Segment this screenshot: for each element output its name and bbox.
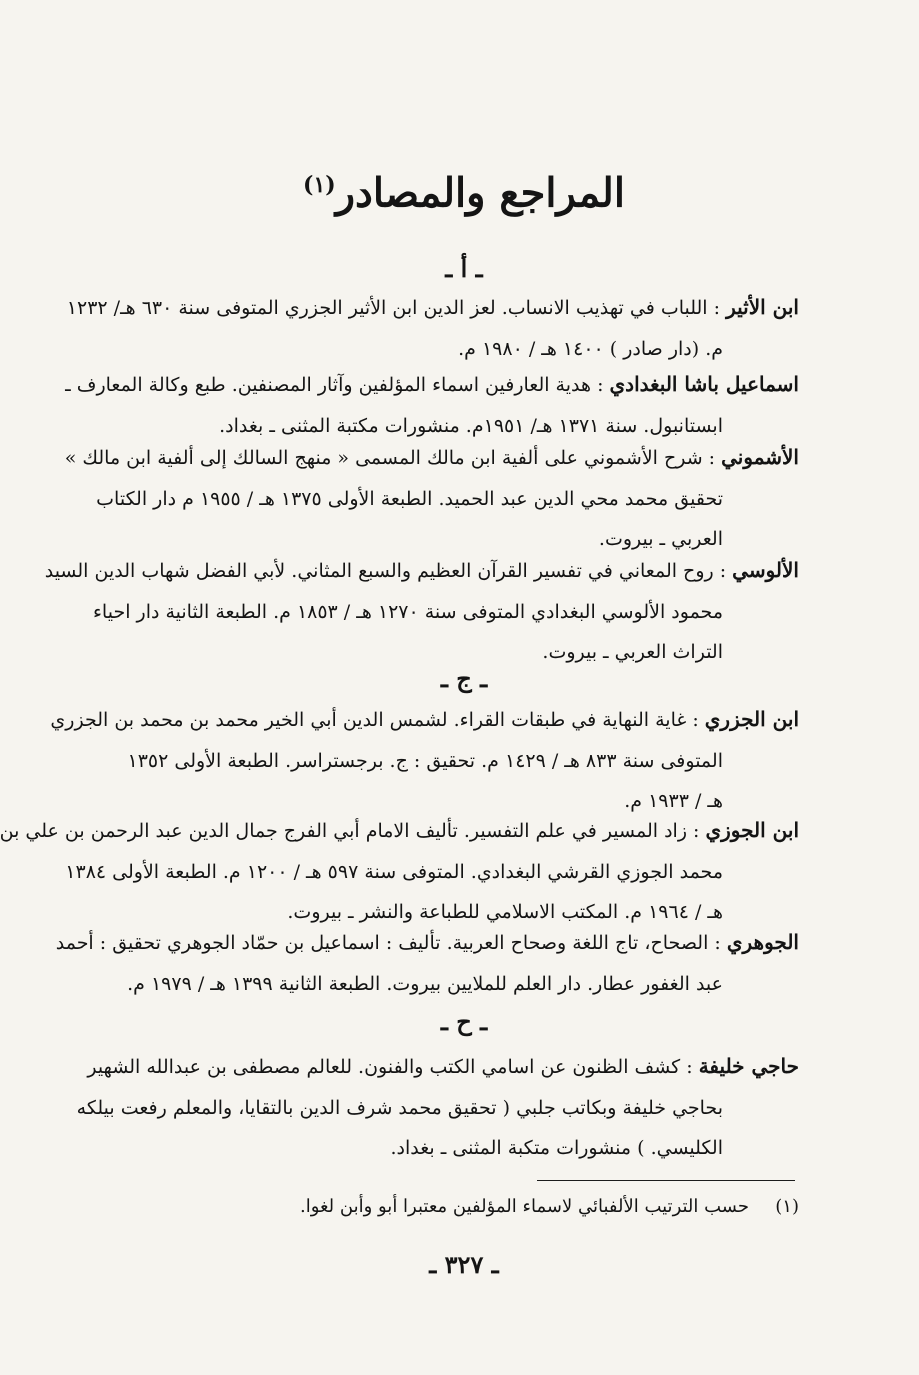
entry-text: العربي ـ بيروت. bbox=[598, 528, 723, 550]
entry-text: عبد الغفور عطار. دار العلم للملايين بيروت. الطبعة الثانية ١٣٩٩ هـ / ١٩٧٩ م. bbox=[127, 972, 723, 995]
section-letter-ha: ـ ح ـ bbox=[440, 1007, 488, 1036]
entry-text: تحقيق محمد محي الدين عبد الحميد. الطبعة الأولى ١٣٧٥ هـ / ١٩٥٥ م دار الكتاب bbox=[96, 487, 723, 510]
entry-text: : غاية النهاية في طبقات القراء. لشمس الدين أبي الخير محمد بن محمد بن الجزري bbox=[50, 709, 699, 731]
entry-text: هـ / ١٩٦٤ م. المكتب الاسلامي للطباعة والنشر ـ بيروت. bbox=[287, 901, 723, 923]
page-number: ـ ٣٢٧ ـ bbox=[429, 1250, 499, 1279]
entry-text: : زاد المسير في علم التفسير. تأليف الامام أبي الفرج جمال الدين عبد الرحمن بن علي بن bbox=[0, 820, 700, 842]
entry-text: ابستانبول. سنة ١٣٧١ هـ/ ١٩٥١م. منشورات مكتبة المثنى ـ بغداد. bbox=[219, 414, 723, 437]
entry-text: هـ / ١٩٣٣ م. bbox=[624, 790, 723, 812]
section-letter-jim: ـ ج ـ bbox=[440, 664, 488, 693]
entry-text: : الصحاح، تاج اللغة وصحاح العربية. تأليف : اسماعيل بن حمّاد الجوهري تحقيق : أحمد bbox=[55, 932, 721, 954]
entry-ibn-al-athir bbox=[66, 287, 799, 369]
entry-text: المتوفى سنة ٨٣٣ هـ / ١٤٢٩ م. تحقيق : ج. برجستراسر. الطبعة الأولى ١٣٥٢ bbox=[127, 749, 723, 772]
entry-ismail-pasha bbox=[65, 364, 799, 446]
entry-text: بحاجي خليفة وبكاتب جلبي ( تحقيق محمد شرف الدين بالتقايا، والمعلم رفعت بيلكه bbox=[76, 1096, 723, 1119]
entry-first-line bbox=[65, 364, 799, 406]
entry-text: : روح المعاني في تفسير القرآن العظيم والسبع المثاني. لأبي الفضل شهاب الدين السيد bbox=[44, 560, 727, 582]
entry-author: اسماعيل باشا البغدادي bbox=[609, 372, 799, 396]
footnote-text: حسب الترتيب الألفبائي لاسماء المؤلفين معتبرا أبو وأبن لغوا. bbox=[299, 1196, 749, 1217]
entry-text: : هدية العارفين اسماء المؤلفين وآثار المصنفين. طبع وكالة المعارف ـ bbox=[65, 374, 604, 396]
entry-text: الكليسي. ) منشورات متكبة المثنى ـ بغداد. bbox=[390, 1137, 723, 1159]
entry-first-line bbox=[0, 810, 799, 852]
entry-text: : اللباب في تهذيب الانساب. لعز الدين ابن الأثير الجزري المتوفى سنة ٦٣٠ هـ/ ١٢٣٢ bbox=[66, 297, 721, 319]
entry-author: حاجي خليفة bbox=[698, 1054, 799, 1078]
entry-first-line bbox=[87, 1046, 799, 1088]
title-footnote-marker: (١) bbox=[303, 172, 336, 198]
entry-author: الجوهري bbox=[726, 930, 799, 954]
entry-text: التراث العربي ـ بيروت. bbox=[542, 641, 723, 663]
footnote-divider bbox=[537, 1180, 795, 1181]
entry-author: ابن الأثير bbox=[726, 295, 799, 319]
entry-author: ابن الجوزي bbox=[705, 818, 799, 842]
entry-ibn-al-jawzi bbox=[0, 810, 799, 933]
entry-first-line bbox=[64, 437, 799, 479]
entry-author: الأشموني bbox=[721, 445, 799, 469]
entry-text: م. (دار صادر ) ١٤٠٠ هـ / ١٩٨٠ م. bbox=[458, 337, 723, 360]
title-text: المراجع والمصادر bbox=[335, 169, 625, 217]
entry-haji-khalifa bbox=[76, 1046, 799, 1169]
section-letter-alif: ـ أ ـ bbox=[445, 254, 483, 283]
entry-al-jawhari bbox=[55, 922, 799, 1004]
entry-text: : كشف الظنون عن اسامي الكتب والفنون. للعالم مصطفى بن عبدالله الشهير bbox=[87, 1056, 693, 1078]
entry-first-line bbox=[44, 550, 799, 592]
entry-author: الألوسي bbox=[732, 558, 799, 582]
entry-ibn-al-jazari bbox=[50, 699, 799, 822]
entry-al-alusi bbox=[44, 550, 799, 673]
entry-first-line bbox=[66, 287, 799, 329]
entry-author: ابن الجزري bbox=[704, 707, 799, 731]
entry-first-line bbox=[50, 699, 799, 741]
entry-text: : شرح الأشموني على ألفية ابن مالك المسمى « منهج السالك إلى ألفية ابن مالك » bbox=[64, 447, 716, 469]
entry-al-ashmuni bbox=[64, 437, 799, 560]
footnote-number: (١) bbox=[775, 1196, 799, 1217]
entry-first-line bbox=[55, 922, 799, 964]
page-title bbox=[9, 155, 919, 223]
entry-text: محمد الجوزي القرشي البغدادي. المتوفى سنة ٥٩٧ هـ / ١٢٠٠ م. الطبعة الأولى ١٣٨٤ bbox=[65, 860, 723, 883]
footnote bbox=[109, 1192, 799, 1222]
entry-text: محمود الألوسي البغدادي المتوفى سنة ١٢٧٠ هـ / ١٨٥٣ م. الطبعة الثانية دار احياء bbox=[93, 600, 723, 623]
